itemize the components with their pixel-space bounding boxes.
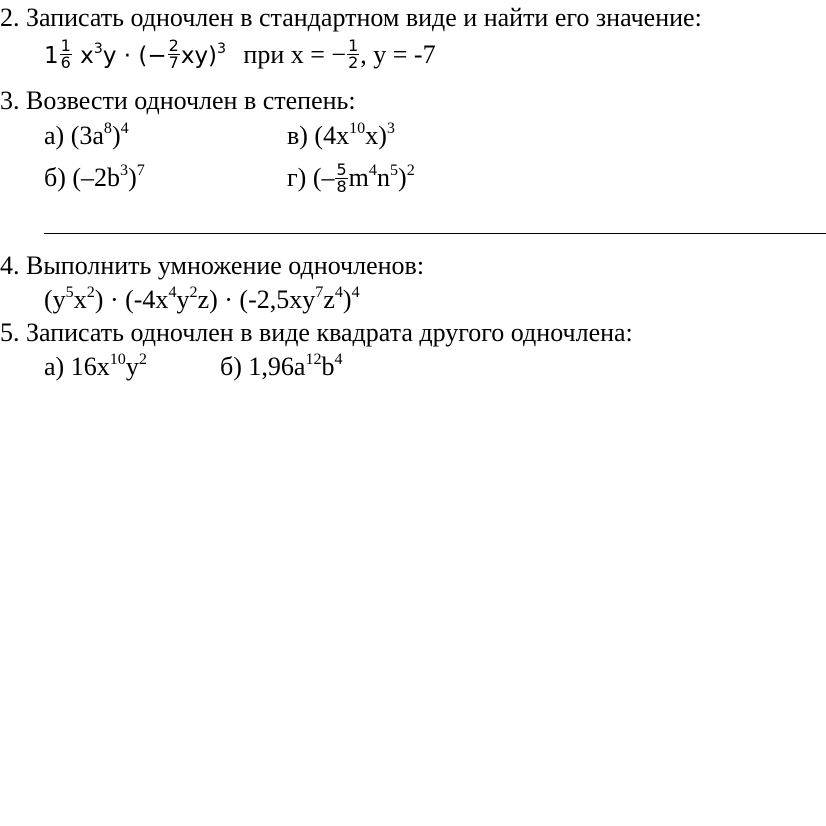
task2-expression: 1 $\frac{1}{6}$ $x^3y$ · (− $\frac{2}{7}$ xy)$^3$ при x = − $\frac{1}{2}$ , y = -7 — [44, 36, 436, 72]
fraction-one-half: $\frac{1}{2}$ — [348, 36, 359, 72]
task5-item-a: а) $16x^{10}y^2$ — [44, 350, 147, 381]
task3-item-a: а) $(3a^8)^4$ — [44, 119, 129, 150]
whole-part: 1 — [44, 43, 59, 69]
task5-item-b: б) $1,96a^{12}b^4$ — [220, 350, 343, 381]
task4-heading: 4. Выполнить умножение одночленов: — [0, 251, 425, 280]
task3-item-b: б) $(-2b^3)^7$ — [44, 161, 145, 192]
fraction-one-sixth: $\frac{1}{6}$ — [60, 36, 71, 72]
task3-item-v: в) $(4x^{10}x)^3$ — [287, 119, 395, 150]
task4-expression: $(y^5x^2) \cdot (-4x^4y^2z) \cdot (-2,5xy^7z^4)^4$ — [44, 283, 360, 314]
fraction-two-sevenths: $\frac{2}{7}$ — [168, 36, 179, 72]
task3-item-g: г) (– $\frac{5}{8}$ $m^4n^5)^2$ — [287, 159, 415, 196]
separator-line — [44, 233, 826, 234]
task3-heading: 3. Возвести одночлен в степень: — [0, 86, 356, 115]
fraction-five-eighths: $\frac{5}{8}$ — [336, 159, 347, 196]
task5-heading: 5. Записать одночлен в виде квадрата другого одночлена: — [0, 318, 633, 347]
task2-heading: 2. Записать одночлен в стандартном виде и найти его значение: — [0, 3, 702, 32]
